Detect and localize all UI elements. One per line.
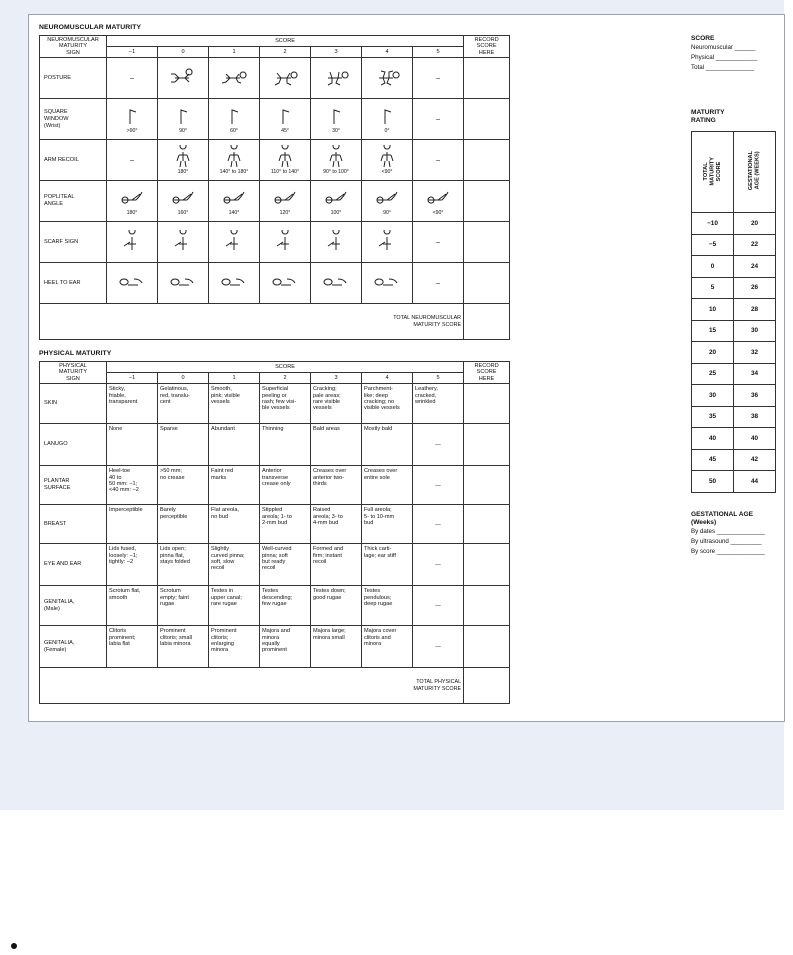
neuro-scarf-figure: [372, 230, 402, 254]
table-row: [40, 544, 510, 586]
neuro-cell-label: <90°: [381, 169, 393, 176]
phys-score-col-5: 4: [362, 373, 413, 384]
gest-by-dates: By dates ______________: [691, 528, 765, 535]
neuro-record-cell[interactable]: [464, 140, 510, 181]
neuro-posture-2-figure: [270, 66, 300, 90]
phys-cell: —: [413, 586, 464, 626]
table-row: [40, 466, 510, 505]
phys-record-cell[interactable]: [464, 626, 510, 668]
phys-cell: —: [413, 466, 464, 505]
phys-cell: Formed and firm; instant recoil: [311, 544, 362, 586]
score-panel: [691, 35, 757, 73]
rating-row: [692, 363, 776, 385]
neuro-record-cell[interactable]: [464, 99, 510, 140]
phys-cell: Cracking; pale areas; rare visible vessels: [311, 384, 362, 424]
phys-cell: —: [413, 544, 464, 586]
neuro-leg-figure: [372, 186, 402, 210]
phys-sign-label: EYE AND EAR: [40, 544, 107, 586]
neuro-cell-label: 120°: [279, 210, 291, 217]
neuro-total-label: TOTAL NEUROMUSCULAR MATURITY SCORE: [40, 304, 464, 340]
phys-cell: Barely perceptible: [158, 505, 209, 544]
neuro-cell: [107, 222, 158, 263]
neuro-wrist-figure: [117, 104, 147, 128]
neuro-cell: [311, 222, 362, 263]
neuro-sign-label: HEEL TO EAR: [40, 263, 107, 304]
rating-age-cell: 40: [734, 428, 776, 450]
rating-age-cell: 38: [734, 406, 776, 428]
rating-col-age-label: GESTATIONAL AGE (WEEKS): [748, 151, 761, 191]
neuro-posture-4-figure: [372, 66, 402, 90]
neuro-total-box[interactable]: [464, 304, 510, 340]
neuro-heel-figure: [270, 271, 300, 295]
neuro-cell: [260, 263, 311, 304]
neuro-cell: [107, 58, 158, 99]
maturity-rating-table: [691, 131, 776, 493]
neuro-score-col-4: 3: [311, 47, 362, 58]
rating-score-cell: 30: [692, 385, 734, 407]
phys-total-row: [40, 668, 510, 704]
neuro-leg-figure: [168, 186, 198, 210]
phys-cell: Majora cover clitoris and minora: [362, 626, 413, 668]
gest-by-ultrasound: By ultrasound _________: [691, 538, 762, 545]
maturity-rating-title-block: [691, 109, 725, 125]
neuro-cell-label: 180°: [177, 169, 189, 176]
neuro-wrist-figure: [219, 104, 249, 128]
rating-score-cell: 50: [692, 471, 734, 493]
phys-cell: Testes descending; few rugae: [260, 586, 311, 626]
neuro-arm-figure: [168, 145, 198, 169]
neuro-cell: [311, 181, 362, 222]
phys-record-cell[interactable]: [464, 586, 510, 626]
phys-cell: Imperceptible: [107, 505, 158, 544]
rating-row: [692, 471, 776, 493]
neuro-score-col-0: −1: [107, 47, 158, 58]
neuro-heel-figure: [117, 271, 147, 295]
neuro-cell-label: –: [130, 156, 134, 164]
phys-cell: Thinning: [260, 424, 311, 466]
phys-cell: Abundant: [209, 424, 260, 466]
rating-row: [692, 342, 776, 364]
phys-record-cell[interactable]: [464, 544, 510, 586]
neuro-cell: [413, 99, 464, 140]
rating-score-cell: −10: [692, 213, 734, 235]
neuro-cell: [413, 58, 464, 99]
phys-record-cell[interactable]: [464, 466, 510, 505]
phys-cell: Testes in upper canal; rare rugae: [209, 586, 260, 626]
phys-cell: Majora and minora equally prominent: [260, 626, 311, 668]
neuro-wrist-figure: [168, 104, 198, 128]
phys-cell: Lids open; pinna flat, stays folded: [158, 544, 209, 586]
neuro-cell: [311, 263, 362, 304]
phys-score-col-4: 3: [311, 373, 362, 384]
rating-score-cell: 25: [692, 363, 734, 385]
phys-cell: Thick carti- lage; ear stiff: [362, 544, 413, 586]
neuro-sign-label: SCARF SIGN: [40, 222, 107, 263]
rating-age-cell: 20: [734, 213, 776, 235]
neuro-cell-label: –: [436, 115, 440, 123]
neuro-sign-label: POSTURE: [40, 58, 107, 99]
neuro-record-cell[interactable]: [464, 58, 510, 99]
neuro-score-col-6: 5: [413, 47, 464, 58]
phys-sign-label: GENITALIA, (Male): [40, 586, 107, 626]
neuro-sign-header: NEUROMUSCULAR MATURITY SIGN: [40, 36, 107, 58]
neuro-cell-label: <90°: [432, 210, 444, 217]
phys-record-header: RECORD SCORE HERE: [464, 362, 510, 384]
neuro-score-col-2: 1: [209, 47, 260, 58]
phys-cell: Bald areas: [311, 424, 362, 466]
neuro-heel-figure: [372, 271, 402, 295]
rating-age-cell: 36: [734, 385, 776, 407]
neuro-leg-figure: [321, 186, 351, 210]
gestational-age-panel: [691, 511, 765, 557]
neuro-scarf-figure: [219, 230, 249, 254]
rating-row: [692, 406, 776, 428]
table-row: [40, 424, 510, 466]
rating-row: [692, 449, 776, 471]
phys-cell: Mostly bald: [362, 424, 413, 466]
rating-score-cell: 20: [692, 342, 734, 364]
neuro-cell-label: –: [436, 156, 440, 164]
phys-cell: >50 mm; no crease: [158, 466, 209, 505]
phys-score-col-0: −1: [107, 373, 158, 384]
phys-cell: Prominent clitoris; small labia minora: [158, 626, 209, 668]
phys-score-col-6: 5: [413, 373, 464, 384]
rating-age-cell: 24: [734, 256, 776, 278]
rating-score-cell: 0: [692, 256, 734, 278]
neuro-cell: [158, 181, 209, 222]
neuro-cell: [413, 222, 464, 263]
neuro-scarf-figure: [168, 230, 198, 254]
phys-cell: Lids fused, loosely: −1; tightly: −2: [107, 544, 158, 586]
phys-cell: Stippled areola; 1- to 2-mm bud: [260, 505, 311, 544]
phys-sign-label: LANUGO: [40, 424, 107, 466]
phys-record-cell[interactable]: [464, 505, 510, 544]
phys-cell: None: [107, 424, 158, 466]
phys-cell: Testes pendulous; deep rugae: [362, 586, 413, 626]
neuro-cell: [362, 181, 413, 222]
phys-score-col-1: 0: [158, 373, 209, 384]
phys-cell: Parchment- like; deep cracking; no visible vessels: [362, 384, 413, 424]
neuro-record-cell[interactable]: [464, 263, 510, 304]
phys-cell: —: [413, 424, 464, 466]
rating-row: [692, 299, 776, 321]
phys-score-col-3: 2: [260, 373, 311, 384]
neuro-cell-label: 90°: [179, 128, 187, 135]
neuro-cell: [311, 140, 362, 181]
phys-cell: Scrotum flat, smooth: [107, 586, 158, 626]
phys-total-box[interactable]: [464, 668, 510, 704]
phys-cell: Faint red marks: [209, 466, 260, 505]
neuro-cell-label: –: [436, 279, 440, 287]
neuro-cell: [362, 140, 413, 181]
neuro-cell: [413, 181, 464, 222]
score-physical: Physical ____________: [691, 54, 758, 61]
neuro-cell-label: 60°: [230, 128, 238, 135]
rating-score-cell: 40: [692, 428, 734, 450]
neuro-cell-label: 90°: [383, 210, 391, 217]
rating-age-cell: 34: [734, 363, 776, 385]
phys-cell: Heel-toe 40 to 50 mm: −1; <40 mm: −2: [107, 466, 158, 505]
neuro-cell-label: 0°: [384, 128, 390, 135]
table-row: [40, 58, 510, 99]
gest-by-score: By score ______________: [691, 548, 765, 555]
neuro-cell: [362, 58, 413, 99]
neuro-cell-label: >90°: [126, 128, 138, 135]
score-title: SCORE: [691, 35, 715, 42]
phys-cell: Sparse: [158, 424, 209, 466]
neuro-score-col-5: 4: [362, 47, 413, 58]
phys-cell: Clitoris prominent; labia flat: [107, 626, 158, 668]
phys-score-header: SCORE: [107, 362, 464, 373]
phys-cell: Majora large; minora small: [311, 626, 362, 668]
phys-cell: Testes down; good rugae: [311, 586, 362, 626]
neuro-cell-label: –: [436, 74, 440, 82]
phys-cell: —: [413, 505, 464, 544]
rating-score-cell: 15: [692, 320, 734, 342]
neuro-heel-figure: [219, 271, 249, 295]
neuro-scarf-figure: [321, 230, 351, 254]
phys-cell: Prominent clitoris; enlarging minora: [209, 626, 260, 668]
neuro-cell-label: 140°: [228, 210, 240, 217]
neuro-cell: [107, 263, 158, 304]
neuro-cell: [209, 99, 260, 140]
rating-age-cell: 30: [734, 320, 776, 342]
phys-cell: Leathery, cracked, wrinkled: [413, 384, 464, 424]
rating-age-cell: 44: [734, 471, 776, 493]
rating-score-cell: 10: [692, 299, 734, 321]
rating-row: [692, 320, 776, 342]
neuro-cell-label: 160°: [177, 210, 189, 217]
neuro-cell: [107, 181, 158, 222]
rating-row: [692, 428, 776, 450]
neuro-wrist-figure: [270, 104, 300, 128]
neuro-cell: [362, 99, 413, 140]
score-total: Total ______________: [691, 64, 754, 71]
neuro-heel-figure: [168, 271, 198, 295]
neuro-record-header: RECORD SCORE HERE: [464, 36, 510, 58]
phys-sign-header: PHYSICAL MATURITY SIGN: [40, 362, 107, 384]
neuro-cell: [362, 263, 413, 304]
list-bullet: [11, 943, 17, 949]
table-row: [40, 505, 510, 544]
phys-score-row: [40, 373, 510, 384]
neuro-cell: [107, 140, 158, 181]
neuromuscular-title: NEUROMUSCULAR MATURITY: [39, 24, 142, 31]
neuromuscular-table: [39, 35, 510, 340]
phys-sign-label: SKIN: [40, 384, 107, 424]
neuro-cell: [107, 99, 158, 140]
neuro-cell: [413, 263, 464, 304]
neuro-sign-label: ARM RECOIL: [40, 140, 107, 181]
neuro-cell: [260, 99, 311, 140]
neuro-leg-figure: [219, 186, 249, 210]
rating-row: [692, 213, 776, 235]
phys-cell: —: [413, 626, 464, 668]
physical-table: [39, 361, 510, 704]
rating-age-cell: 32: [734, 342, 776, 364]
ballard-score-form: [28, 14, 785, 722]
score-neuromuscular: Neuromuscular ______: [691, 44, 756, 51]
neuro-record-cell[interactable]: [464, 181, 510, 222]
rating-row: [692, 234, 776, 256]
table-row: [40, 140, 510, 181]
phys-cell: Raised areola; 3- to 4-mm bud: [311, 505, 362, 544]
neuro-wrist-figure: [372, 104, 402, 128]
neuro-cell: [311, 58, 362, 99]
phys-total-label: TOTAL PHYSICAL MATURITY SCORE: [40, 668, 464, 704]
phys-cell: Scrotum empty; faint rugae: [158, 586, 209, 626]
neuro-scarf-figure: [270, 230, 300, 254]
neuro-cell: [158, 140, 209, 181]
rating-row: [692, 256, 776, 278]
rating-row: [692, 385, 776, 407]
neuro-cell: [158, 222, 209, 263]
neuro-arm-figure: [321, 145, 351, 169]
phys-record-cell[interactable]: [464, 384, 510, 424]
neuro-arm-figure: [372, 145, 402, 169]
rating-col-age: [734, 132, 776, 213]
phys-sign-label: BREAST: [40, 505, 107, 544]
neuro-cell-label: 110° to 140°: [270, 169, 300, 176]
rating-age-cell: 22: [734, 234, 776, 256]
phys-cell: Creases over anterior two- thirds: [311, 466, 362, 505]
neuro-posture-3-figure: [321, 66, 351, 90]
neuro-cell: [209, 263, 260, 304]
neuro-score-col-1: 0: [158, 47, 209, 58]
phys-record-cell[interactable]: [464, 424, 510, 466]
neuro-scarf-figure: [117, 230, 147, 254]
rating-col-score: [692, 132, 734, 213]
neuro-cell: [311, 99, 362, 140]
rating-row: [692, 277, 776, 299]
table-row: [40, 626, 510, 668]
neuro-cell: [260, 140, 311, 181]
rating-score-cell: 35: [692, 406, 734, 428]
neuro-cell: [260, 58, 311, 99]
neuro-sign-label: SQUARE WINDOW (Wrist): [40, 99, 107, 140]
phys-sign-label: GENITALIA, (Female): [40, 626, 107, 668]
neuro-score-col-3: 2: [260, 47, 311, 58]
phys-cell: Slightly curved pinna; soft, slow recoil: [209, 544, 260, 586]
neuro-cell: [209, 140, 260, 181]
neuro-cell: [209, 222, 260, 263]
neuro-cell-label: 140° to 180°: [219, 169, 249, 176]
table-row: [40, 263, 510, 304]
neuro-cell: [158, 58, 209, 99]
neuro-cell: [209, 181, 260, 222]
phys-cell: Gelatinous, red, translu- cent: [158, 384, 209, 424]
neuro-cell: [362, 222, 413, 263]
neuro-leg-figure: [270, 186, 300, 210]
neuro-arm-figure: [270, 145, 300, 169]
table-row: [40, 222, 510, 263]
rating-age-cell: 26: [734, 277, 776, 299]
neuro-cell-label: –: [436, 238, 440, 246]
phys-cell: Creases over entire sole: [362, 466, 413, 505]
physical-title: PHYSICAL MATURITY: [39, 350, 112, 357]
neuro-leg-figure: [117, 186, 147, 210]
phys-cell: Sticky, friable, transparent: [107, 384, 158, 424]
table-row: [40, 99, 510, 140]
rating-score-cell: −5: [692, 234, 734, 256]
neuro-cell: [209, 58, 260, 99]
neuro-leg-figure: [423, 186, 453, 210]
neuro-cell: [158, 99, 209, 140]
neuro-cell-label: –: [130, 74, 134, 82]
neuro-cell-label: 90° to 100°: [323, 169, 349, 176]
table-row: [40, 384, 510, 424]
neuro-cell-label: 30°: [332, 128, 340, 135]
neuro-posture-1-figure: [219, 66, 249, 90]
neuro-score-row: [40, 47, 510, 58]
neuro-cell-label: 45°: [281, 128, 289, 135]
neuro-cell-label: 100°: [330, 210, 342, 217]
neuro-cell: [260, 181, 311, 222]
maturity-rating-title: MATURITY RATING: [691, 109, 725, 124]
neuro-record-cell[interactable]: [464, 222, 510, 263]
rating-col-score-label: TOTAL MATURITY SCORE: [702, 156, 722, 186]
neuro-total-row: [40, 304, 510, 340]
neuro-cell: [158, 263, 209, 304]
rating-age-cell: 28: [734, 299, 776, 321]
neuro-cell: [413, 140, 464, 181]
neuro-cell: [260, 222, 311, 263]
rating-age-cell: 42: [734, 449, 776, 471]
phys-cell: Flat areola, no bud: [209, 505, 260, 544]
table-row: [40, 181, 510, 222]
neuro-arm-figure: [219, 145, 249, 169]
neuro-posture-0-figure: [168, 66, 198, 90]
phys-sign-label: PLANTAR SURFACE: [40, 466, 107, 505]
phys-cell: Superficial peeling or rash; few visi- ble vessels: [260, 384, 311, 424]
neuro-sign-label: POPLITEAL ANGLE: [40, 181, 107, 222]
phys-cell: Full areola; 5- to 10-mm bud: [362, 505, 413, 544]
phys-cell: Anterior transverse crease only: [260, 466, 311, 505]
neuro-score-header: SCORE: [107, 36, 464, 47]
gest-age-title: GESTATIONAL AGE (Weeks): [691, 511, 754, 526]
phys-cell: Smooth, pink; visible vessels: [209, 384, 260, 424]
rating-score-cell: 45: [692, 449, 734, 471]
phys-score-col-2: 1: [209, 373, 260, 384]
neuro-cell-label: 180°: [126, 210, 138, 217]
neuro-heel-figure: [321, 271, 351, 295]
phys-cell: Well-curved pinna; soft but ready recoil: [260, 544, 311, 586]
table-row: [40, 586, 510, 626]
rating-score-cell: 5: [692, 277, 734, 299]
neuro-wrist-figure: [321, 104, 351, 128]
